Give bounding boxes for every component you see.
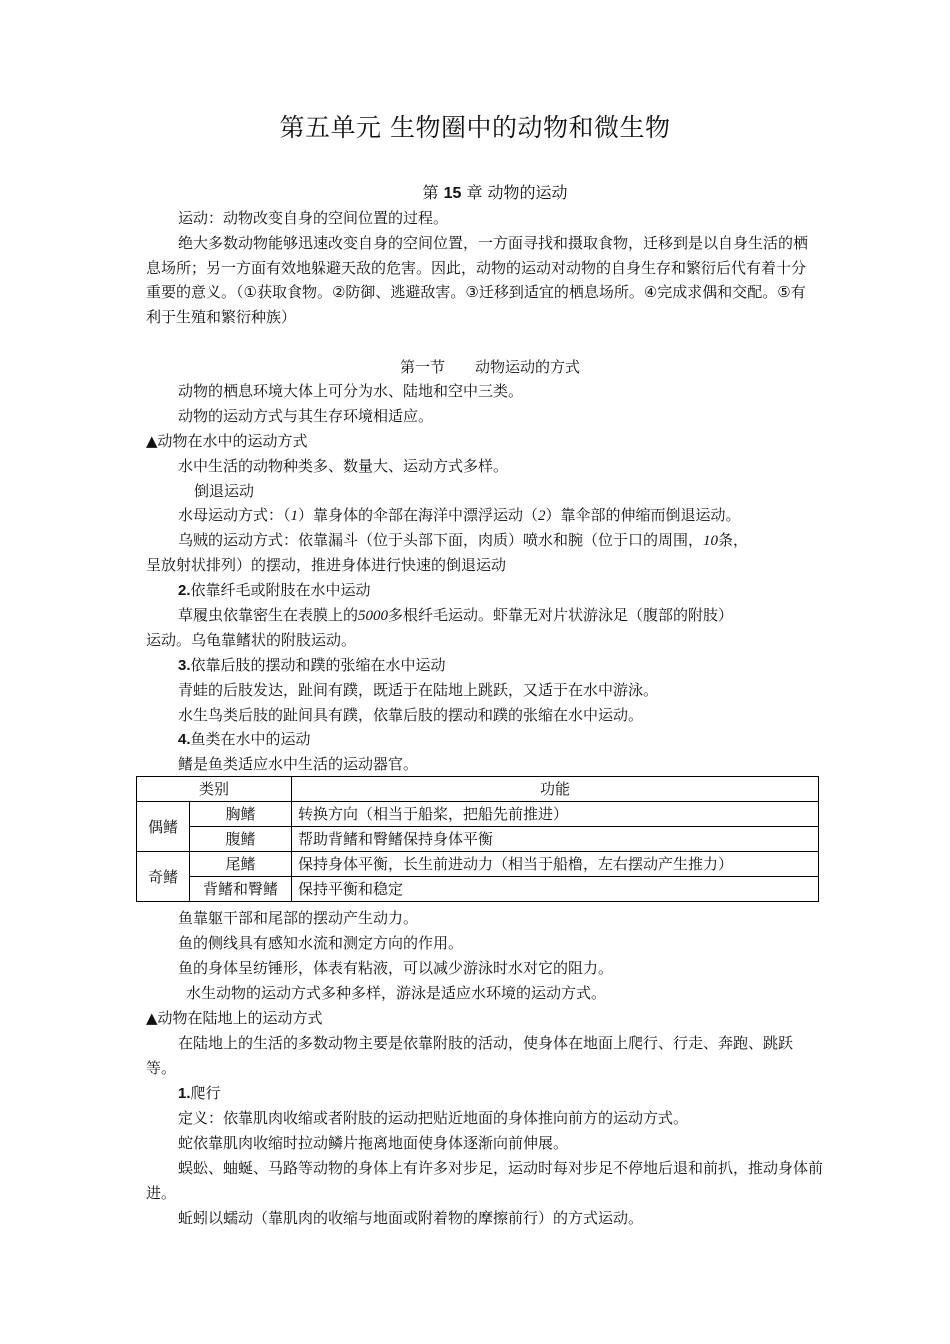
jellyfish-num-2: 2 (538, 508, 546, 524)
sub-heading-crawl (178, 1081, 221, 1106)
function-cell: 保持平衡和稳定 (292, 877, 819, 902)
squid-num: 10 (703, 533, 719, 549)
fin-cell: 胸鳍 (190, 802, 292, 827)
sub3-text: 依靠后肢的摆动和蹼的张缩在水中运动 (190, 656, 446, 674)
header-category: 类别 (137, 777, 292, 802)
motion-significance: 绝大多数动物能够迅速改变自身的空间位置，一方面寻找和摄取食物，迁移到是以自身生活的栖息场所；另一方面有效地躲避天敌的危害。因此，动物的运动对动物的自身生存和繁衍后代有着十分重要的意义。（①获取食物。②防御、逃避敌害。③迁移到适宜的栖息场所。④完成求偶和交配。⑤有利于生殖和繁衍种族） (146, 234, 809, 326)
land-heading: ▲动物在陆地上的运动方式 (146, 1009, 323, 1027)
fin-organ-text: 鳍是鱼类适应水中生活的运动器官。 (178, 755, 419, 773)
unit-title: 第五单元 生物圈中的动物和微生物 (279, 113, 671, 142)
sub3-number: 3. (178, 657, 191, 674)
sub2-text: 依靠纤毛或附肢在水中运动 (190, 581, 371, 599)
squid-part-b: 条， (718, 531, 749, 549)
jellyfish-text (178, 503, 741, 528)
snake-text: 蛇依靠肌肉收缩时拉动鳞片拖离地面使身体逐渐向前伸展。 (178, 1134, 569, 1152)
motion-definition: 运动：动物改变自身的空间位置的过程。 (178, 209, 449, 227)
sub2-number: 2. (178, 582, 191, 599)
fin-cell: 尾鳍 (190, 852, 292, 877)
table-row (137, 802, 819, 827)
water-intro: 水中生活的动物种类多、数量大、运动方式多样。 (178, 457, 509, 475)
adapt-text: 动物的运动方式与其生存环境相适应。 (178, 407, 434, 425)
jellyfish-part-a: 水母运动方式：（ (178, 506, 291, 524)
fin-cell: 腹鳍 (190, 827, 292, 852)
chapter-name: 章 动物的运动 (466, 183, 568, 202)
section-heading: 第一节 动物运动的方式 (400, 358, 581, 376)
land-sub1-number: 1. (178, 1085, 191, 1102)
crawl-definition: 定义：依靠肌肉收缩或者附肢的运动把贴近地面的身体推向前方的运动方式。 (178, 1109, 689, 1127)
sub-heading-cilia (178, 578, 371, 603)
centipede-text: 蜈蚣、蚰蜒、马路等动物的身体上有许多对步足，运动时每对步足不停地后退和前扒，推动身体前进。 (146, 1159, 824, 1202)
function-cell: 帮助背鳍和臀鳍保持身体平衡 (292, 827, 819, 852)
fish-body-text: 鱼的身体呈纺锤形，体表有粘液，可以减少游泳时水对它的阻力。 (178, 959, 614, 977)
sub-heading-fish (178, 727, 311, 752)
sub-heading-webbed (178, 653, 446, 678)
fish-power-text: 鱼靠躯干部和尾部的摆动产生动力。 (178, 909, 419, 927)
fin-table (136, 776, 819, 902)
paramecium-part-a: 草履虫依靠密生在表膜上的 (178, 606, 359, 624)
group-cell: 奇鳍 (137, 852, 190, 902)
sub4-text: 鱼类在水中的运动 (190, 730, 311, 748)
header-function: 功能 (292, 777, 819, 802)
chapter-title (0, 180, 950, 203)
group-cell: 偶鳍 (137, 802, 190, 852)
habitat-text: 动物的栖息环境大体上可分为水、陆地和空中三类。 (178, 382, 524, 400)
land-intro: 在陆地上的生活的多数动物主要是依靠附肢的活动，使身体在地面上爬行、行走、奔跑、跳跃等。 (146, 1034, 794, 1077)
sub4-number: 4. (178, 731, 191, 748)
earthworm-text: 蚯蚓以蠕动（靠肌肉的收缩与地面或附着物的摩擦前行）的方式运动。 (178, 1209, 644, 1227)
jellyfish-num-1: 1 (290, 508, 299, 524)
table-header-row (137, 777, 819, 802)
jellyfish-part-c: ）靠伞部的伸缩而倒退运动。 (545, 506, 741, 524)
paramecium-line2: 运动。乌龟靠鳍状的附肢运动。 (146, 631, 357, 649)
function-cell: 保持身体平衡，长生前进动力（相当于船橹，左右摆动产生推力） (292, 852, 819, 877)
squid-part-a: 乌贼的运动方式：依靠漏斗（位于头部下面，肉质）喷水和腕（位于口的周围， (178, 531, 704, 549)
paramecium-part-b: 多根纤毛运动。虾靠无对片状游泳足（腹部的附肢） (388, 606, 734, 624)
fin-cell: 背鳍和臀鳍 (190, 877, 292, 902)
land-sub1-text: 爬行 (190, 1084, 221, 1102)
table-row (137, 852, 819, 877)
table-row (137, 877, 819, 902)
paramecium-line1 (178, 603, 733, 628)
squid-text-line2: 呈放射状排列）的摆动，推进身体进行快速的倒退运动 (146, 556, 507, 574)
fish-lateral-text: 鱼的侧线具有感知水流和测定方向的作用。 (178, 934, 464, 952)
water-summary-text: 水生动物的运动方式多种多样，游泳是适应水环境的运动方式。 (186, 984, 607, 1002)
jellyfish-part-b: ）靠身体的伞部在海洋中漂浮运动（ (298, 506, 539, 524)
paramecium-num: 5000 (358, 608, 389, 624)
waterbird-text: 水生鸟类后肢的趾间具有蹼，依靠后肢的摆动和蹼的张缩在水中运动。 (178, 706, 644, 724)
chapter-prefix: 第 (422, 183, 439, 202)
table-row (137, 827, 819, 852)
frog-text: 青蛙的后肢发达，趾间有蹼，既适于在陆地上跳跃，又适于在水中游泳。 (178, 681, 659, 699)
chapter-number: 15 (443, 185, 462, 202)
squid-text-line1 (178, 528, 748, 553)
water-heading: ▲动物在水中的运动方式 (146, 432, 308, 450)
function-cell: 转换方向（相当于船桨，把船先前推进） (292, 802, 819, 827)
sub-heading-backward: 倒退运动 (194, 482, 255, 500)
